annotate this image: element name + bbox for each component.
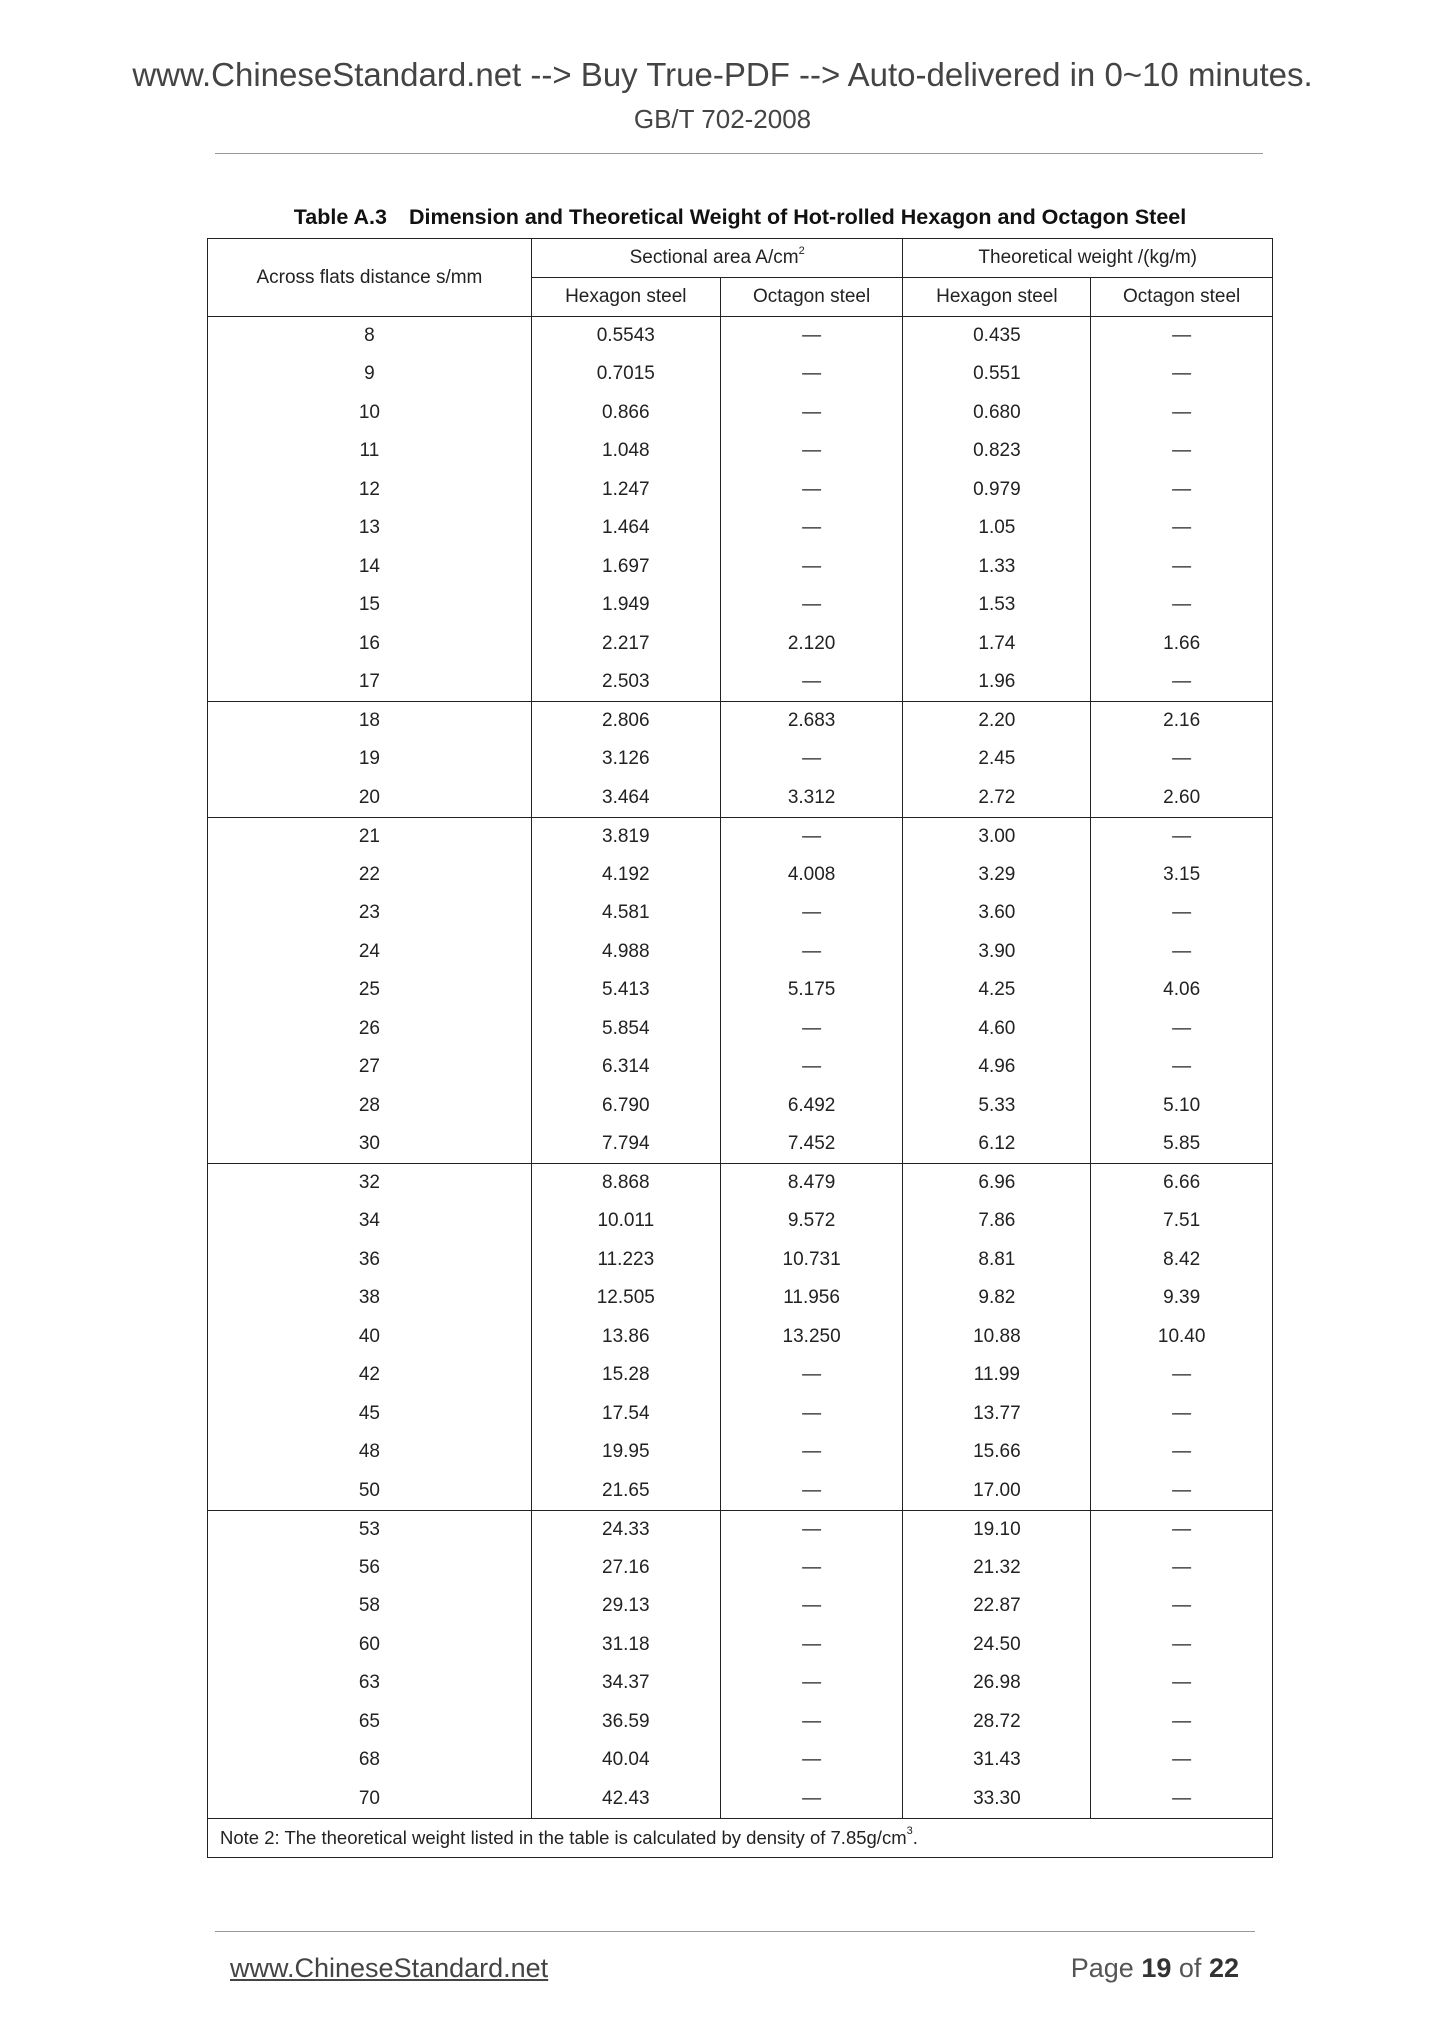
cell-octagon-area: 2.683 (720, 702, 903, 741)
cell-hexagon-area: 1.949 (531, 586, 720, 625)
cell-octagon-area: — (720, 1472, 903, 1511)
table-row (208, 355, 1273, 394)
col-header-hexagon-weight: Hexagon steel (903, 278, 1091, 317)
cell-hexagon-area: 31.18 (531, 1626, 720, 1665)
cell-octagon-weight: 9.39 (1091, 1279, 1273, 1318)
cell-hexagon-area: 0.866 (531, 394, 720, 433)
footer-website-link[interactable]: www.ChineseStandard.net (230, 1953, 549, 1983)
cell-hexagon-weight: 3.29 (903, 856, 1091, 895)
cell-hexagon-weight: 0.979 (903, 471, 1091, 510)
cell-hexagon-weight: 1.74 (903, 625, 1091, 664)
cell-octagon-weight: — (1091, 894, 1273, 933)
cell-hexagon-area: 29.13 (531, 1587, 720, 1626)
cell-hexagon-area: 0.5543 (531, 317, 720, 356)
col-group-theoretical-weight: Theoretical weight /(kg/m) (903, 239, 1273, 278)
cell-hexagon-area: 1.247 (531, 471, 720, 510)
cell-octagon-weight: — (1091, 355, 1273, 394)
cell-hexagon-weight: 8.81 (903, 1241, 1091, 1280)
cell-hexagon-weight: 26.98 (903, 1664, 1091, 1703)
cell-hexagon-weight: 0.551 (903, 355, 1091, 394)
cell-hexagon-area: 12.505 (531, 1279, 720, 1318)
cell-octagon-weight: — (1091, 1780, 1273, 1819)
cell-octagon-weight: 4.06 (1091, 971, 1273, 1010)
cell-octagon-weight: — (1091, 1395, 1273, 1434)
cell-across-flats: 23 (208, 894, 532, 933)
cell-octagon-area: 4.008 (720, 856, 903, 895)
cell-hexagon-weight: 33.30 (903, 1780, 1091, 1819)
cell-hexagon-area: 19.95 (531, 1433, 720, 1472)
cell-octagon-area: — (720, 663, 903, 702)
table-row (208, 856, 1273, 895)
cell-hexagon-area: 3.819 (531, 817, 720, 856)
cell-hexagon-area: 0.7015 (531, 355, 720, 394)
cell-hexagon-area: 11.223 (531, 1241, 720, 1280)
cell-octagon-area: — (720, 1510, 903, 1549)
cell-octagon-area: — (720, 933, 903, 972)
col-header-hexagon-area: Hexagon steel (531, 278, 720, 317)
table-row (208, 1356, 1273, 1395)
cell-hexagon-area: 2.806 (531, 702, 720, 741)
cell-hexagon-weight: 4.25 (903, 971, 1091, 1010)
cell-octagon-area: — (720, 894, 903, 933)
cell-hexagon-area: 15.28 (531, 1356, 720, 1395)
cell-hexagon-area: 4.988 (531, 933, 720, 972)
cell-octagon-weight: 1.66 (1091, 625, 1273, 664)
cell-across-flats: 15 (208, 586, 532, 625)
cell-octagon-area: — (720, 1587, 903, 1626)
col-group-sectional-area (531, 239, 903, 278)
cell-across-flats: 42 (208, 1356, 532, 1395)
table-row (208, 1318, 1273, 1357)
cell-hexagon-area: 7.794 (531, 1125, 720, 1164)
cell-octagon-weight: — (1091, 1587, 1273, 1626)
cell-hexagon-weight: 5.33 (903, 1087, 1091, 1126)
cell-octagon-weight: — (1091, 1048, 1273, 1087)
cell-across-flats: 16 (208, 625, 532, 664)
cell-hexagon-area: 3.126 (531, 740, 720, 779)
cell-octagon-area: 5.175 (720, 971, 903, 1010)
cell-octagon-area: — (720, 548, 903, 587)
table-row (208, 663, 1273, 702)
table-row (208, 1202, 1273, 1241)
table-row (208, 740, 1273, 779)
cell-octagon-weight: 2.60 (1091, 779, 1273, 818)
cell-hexagon-weight: 7.86 (903, 1202, 1091, 1241)
cell-hexagon-area: 6.314 (531, 1048, 720, 1087)
note-text: Note 2: The theoretical weight listed in the table is calculated by density of 7.85g/cm (220, 1826, 907, 1848)
cell-octagon-weight: — (1091, 1703, 1273, 1742)
cell-across-flats: 22 (208, 856, 532, 895)
table-row (208, 1780, 1273, 1819)
cell-hexagon-area: 42.43 (531, 1780, 720, 1819)
col-header-octagon-area: Octagon steel (720, 278, 903, 317)
cell-octagon-weight: — (1091, 1741, 1273, 1780)
cell-hexagon-weight: 28.72 (903, 1703, 1091, 1742)
table-row (208, 317, 1273, 356)
cell-hexagon-weight: 0.680 (903, 394, 1091, 433)
steel-data-table (207, 238, 1273, 1858)
cell-across-flats: 36 (208, 1241, 532, 1280)
cell-octagon-area: — (720, 1356, 903, 1395)
table-row (208, 1549, 1273, 1588)
cell-octagon-area: — (720, 1626, 903, 1665)
cell-hexagon-area: 36.59 (531, 1703, 720, 1742)
cell-hexagon-weight: 19.10 (903, 1510, 1091, 1549)
cell-hexagon-weight: 4.96 (903, 1048, 1091, 1087)
cell-hexagon-area: 17.54 (531, 1395, 720, 1434)
cell-across-flats: 48 (208, 1433, 532, 1472)
page-word: Page (1070, 1953, 1134, 1983)
cell-octagon-weight: — (1091, 317, 1273, 356)
table-row (208, 471, 1273, 510)
cell-octagon-weight: — (1091, 471, 1273, 510)
page-total: 22 (1208, 1953, 1239, 1983)
cell-hexagon-weight: 10.88 (903, 1318, 1091, 1357)
cell-octagon-weight: — (1091, 1626, 1273, 1665)
cell-hexagon-weight: 1.05 (903, 509, 1091, 548)
cell-octagon-weight: — (1091, 1549, 1273, 1588)
table-row (208, 394, 1273, 433)
cell-octagon-weight: 6.66 (1091, 1164, 1273, 1203)
cell-octagon-area: — (720, 471, 903, 510)
cell-octagon-weight: — (1091, 586, 1273, 625)
cell-across-flats: 9 (208, 355, 532, 394)
cell-hexagon-area: 5.413 (531, 971, 720, 1010)
cell-octagon-area: 7.452 (720, 1125, 903, 1164)
cell-hexagon-weight: 2.20 (903, 702, 1091, 741)
cell-across-flats: 60 (208, 1626, 532, 1665)
cell-octagon-area: — (720, 817, 903, 856)
sectional-area-label: Sectional area A/cm (629, 247, 799, 268)
cell-hexagon-weight: 2.45 (903, 740, 1091, 779)
cell-octagon-area: — (720, 1703, 903, 1742)
cell-hexagon-area: 24.33 (531, 1510, 720, 1549)
cell-across-flats: 28 (208, 1087, 532, 1126)
cell-octagon-weight: — (1091, 394, 1273, 433)
table-row (208, 1472, 1273, 1511)
cell-hexagon-weight: 13.77 (903, 1395, 1091, 1434)
cell-hexagon-weight: 1.53 (903, 586, 1091, 625)
cell-hexagon-area: 27.16 (531, 1549, 720, 1588)
cell-octagon-area: — (720, 355, 903, 394)
cell-across-flats: 26 (208, 1010, 532, 1049)
table-row (208, 1125, 1273, 1164)
cell-octagon-weight: 2.16 (1091, 702, 1273, 741)
table-row (208, 1433, 1273, 1472)
cell-across-flats: 63 (208, 1664, 532, 1703)
note-end: . (912, 1826, 918, 1848)
cell-hexagon-weight: 0.823 (903, 432, 1091, 471)
cell-hexagon-area: 40.04 (531, 1741, 720, 1780)
cell-hexagon-weight: 17.00 (903, 1472, 1091, 1511)
cell-octagon-area: 6.492 (720, 1087, 903, 1126)
table-row (208, 817, 1273, 856)
cell-octagon-area: 13.250 (720, 1318, 903, 1357)
note-sup: 3 (906, 1824, 913, 1837)
cell-octagon-area: 2.120 (720, 625, 903, 664)
cell-octagon-area: — (720, 586, 903, 625)
cell-across-flats: 24 (208, 933, 532, 972)
cell-octagon-area: — (720, 1741, 903, 1780)
cell-hexagon-area: 4.581 (531, 894, 720, 933)
cell-across-flats: 38 (208, 1279, 532, 1318)
cell-across-flats: 10 (208, 394, 532, 433)
cell-hexagon-weight: 3.90 (903, 933, 1091, 972)
header-banner: www.ChineseStandard.net --> Buy True-PDF --> Auto-delivered in 0~10 minutes. (132, 56, 1313, 93)
cell-hexagon-area: 2.217 (531, 625, 720, 664)
cell-octagon-weight: — (1091, 1510, 1273, 1549)
col-header-across-flats: Across flats distance s/mm (208, 239, 532, 317)
cell-hexagon-area: 21.65 (531, 1472, 720, 1511)
cell-hexagon-weight: 0.435 (903, 317, 1091, 356)
col-header-octagon-weight: Octagon steel (1091, 278, 1273, 317)
table-row (208, 1395, 1273, 1434)
table-row (208, 625, 1273, 664)
cell-hexagon-weight: 1.33 (903, 548, 1091, 587)
cell-hexagon-weight: 15.66 (903, 1433, 1091, 1472)
cell-hexagon-area: 1.464 (531, 509, 720, 548)
cell-across-flats: 65 (208, 1703, 532, 1742)
cell-hexagon-area: 8.868 (531, 1164, 720, 1203)
cell-hexagon-area: 2.503 (531, 663, 720, 702)
cell-octagon-weight: — (1091, 740, 1273, 779)
table-title: Dimension and Theoretical Weight of Hot-rolled Hexagon and Octagon Steel (408, 205, 1187, 229)
table-row (208, 779, 1273, 818)
table-row (208, 548, 1273, 587)
cell-hexagon-area: 1.697 (531, 548, 720, 587)
table-row (208, 1164, 1273, 1203)
cell-hexagon-weight: 22.87 (903, 1587, 1091, 1626)
cell-hexagon-weight: 1.96 (903, 663, 1091, 702)
cell-hexagon-area: 5.854 (531, 1010, 720, 1049)
cell-across-flats: 40 (208, 1318, 532, 1357)
cell-hexagon-area: 10.011 (531, 1202, 720, 1241)
cell-across-flats: 70 (208, 1780, 532, 1819)
cell-hexagon-area: 4.192 (531, 856, 720, 895)
cell-across-flats: 20 (208, 779, 532, 818)
table-row (208, 1626, 1273, 1665)
cell-across-flats: 18 (208, 702, 532, 741)
table-row (208, 1664, 1273, 1703)
table-row (208, 933, 1273, 972)
cell-octagon-area: — (720, 1395, 903, 1434)
cell-octagon-weight: 10.40 (1091, 1318, 1273, 1357)
table-row (208, 1510, 1273, 1549)
table-note (208, 1818, 1273, 1857)
cell-hexagon-weight: 3.60 (903, 894, 1091, 933)
cell-across-flats: 50 (208, 1472, 532, 1511)
cell-octagon-weight: — (1091, 1472, 1273, 1511)
cell-octagon-weight: — (1091, 1356, 1273, 1395)
cell-hexagon-weight: 21.32 (903, 1549, 1091, 1588)
cell-across-flats: 13 (208, 509, 532, 548)
cell-hexagon-weight: 2.72 (903, 779, 1091, 818)
cell-across-flats: 32 (208, 1164, 532, 1203)
cell-octagon-weight: — (1091, 817, 1273, 856)
cell-across-flats: 27 (208, 1048, 532, 1087)
cell-octagon-area: — (720, 1048, 903, 1087)
cell-hexagon-weight: 11.99 (903, 1356, 1091, 1395)
cell-octagon-area: — (720, 432, 903, 471)
cell-octagon-area: — (720, 1780, 903, 1819)
cell-octagon-weight: — (1091, 933, 1273, 972)
table-row (208, 894, 1273, 933)
cell-octagon-area: — (720, 1549, 903, 1588)
table-row (208, 971, 1273, 1010)
cell-octagon-area: 11.956 (720, 1279, 903, 1318)
table-row (208, 702, 1273, 741)
cell-hexagon-weight: 24.50 (903, 1626, 1091, 1665)
table-row (208, 586, 1273, 625)
table-row (208, 509, 1273, 548)
cell-octagon-area: — (720, 1433, 903, 1472)
footer-divider (215, 1931, 1255, 1932)
cell-hexagon-area: 6.790 (531, 1087, 720, 1126)
cell-octagon-weight: 3.15 (1091, 856, 1273, 895)
cell-octagon-area: 3.312 (720, 779, 903, 818)
cell-across-flats: 68 (208, 1741, 532, 1780)
cell-across-flats: 58 (208, 1587, 532, 1626)
cell-hexagon-weight: 4.60 (903, 1010, 1091, 1049)
cell-across-flats: 12 (208, 471, 532, 510)
page-indicator (1071, 1953, 1239, 1984)
table-row (208, 1241, 1273, 1280)
cell-hexagon-area: 1.048 (531, 432, 720, 471)
cell-octagon-weight: 5.10 (1091, 1087, 1273, 1126)
cell-across-flats: 25 (208, 971, 532, 1010)
cell-hexagon-area: 34.37 (531, 1664, 720, 1703)
page-of: of (1178, 1953, 1202, 1983)
page-current: 19 (1141, 1953, 1172, 1983)
cell-hexagon-area: 13.86 (531, 1318, 720, 1357)
standard-number: GB/T 702-2008 (633, 104, 812, 134)
cell-octagon-area: 9.572 (720, 1202, 903, 1241)
table-caption (207, 205, 1273, 230)
table-row (208, 1703, 1273, 1742)
cell-octagon-area: — (720, 317, 903, 356)
cell-octagon-area: — (720, 1010, 903, 1049)
cell-across-flats: 30 (208, 1125, 532, 1164)
cell-octagon-weight: 7.51 (1091, 1202, 1273, 1241)
cell-across-flats: 17 (208, 663, 532, 702)
cell-octagon-area: — (720, 1664, 903, 1703)
table-row (208, 1087, 1273, 1126)
table-row (208, 1048, 1273, 1087)
cell-across-flats: 11 (208, 432, 532, 471)
cell-octagon-area: — (720, 394, 903, 433)
table-row (208, 1279, 1273, 1318)
table-number: Table A.3 (293, 205, 387, 229)
table-row (208, 1587, 1273, 1626)
cell-octagon-weight: — (1091, 432, 1273, 471)
cell-octagon-weight: — (1091, 548, 1273, 587)
cell-across-flats: 21 (208, 817, 532, 856)
cell-hexagon-weight: 6.12 (903, 1125, 1091, 1164)
cell-octagon-weight: — (1091, 509, 1273, 548)
cell-octagon-area: — (720, 740, 903, 779)
cell-across-flats: 19 (208, 740, 532, 779)
cell-octagon-weight: 5.85 (1091, 1125, 1273, 1164)
cell-across-flats: 34 (208, 1202, 532, 1241)
cell-octagon-area: 10.731 (720, 1241, 903, 1280)
cell-across-flats: 8 (208, 317, 532, 356)
cell-hexagon-area: 3.464 (531, 779, 720, 818)
cell-octagon-weight: — (1091, 663, 1273, 702)
cell-across-flats: 45 (208, 1395, 532, 1434)
cell-across-flats: 56 (208, 1549, 532, 1588)
table-row (208, 1010, 1273, 1049)
cell-across-flats: 14 (208, 548, 532, 587)
cell-octagon-weight: — (1091, 1664, 1273, 1703)
table-row (208, 1741, 1273, 1780)
cell-hexagon-weight: 31.43 (903, 1741, 1091, 1780)
cell-octagon-area: — (720, 509, 903, 548)
table-row (208, 432, 1273, 471)
cell-octagon-area: 8.479 (720, 1164, 903, 1203)
cell-hexagon-weight: 6.96 (903, 1164, 1091, 1203)
cell-octagon-weight: — (1091, 1010, 1273, 1049)
cell-octagon-weight: — (1091, 1433, 1273, 1472)
cell-hexagon-weight: 9.82 (903, 1279, 1091, 1318)
sectional-area-sup: 2 (798, 245, 805, 257)
header-divider (215, 153, 1263, 154)
cell-across-flats: 53 (208, 1510, 532, 1549)
cell-octagon-weight: 8.42 (1091, 1241, 1273, 1280)
cell-hexagon-weight: 3.00 (903, 817, 1091, 856)
